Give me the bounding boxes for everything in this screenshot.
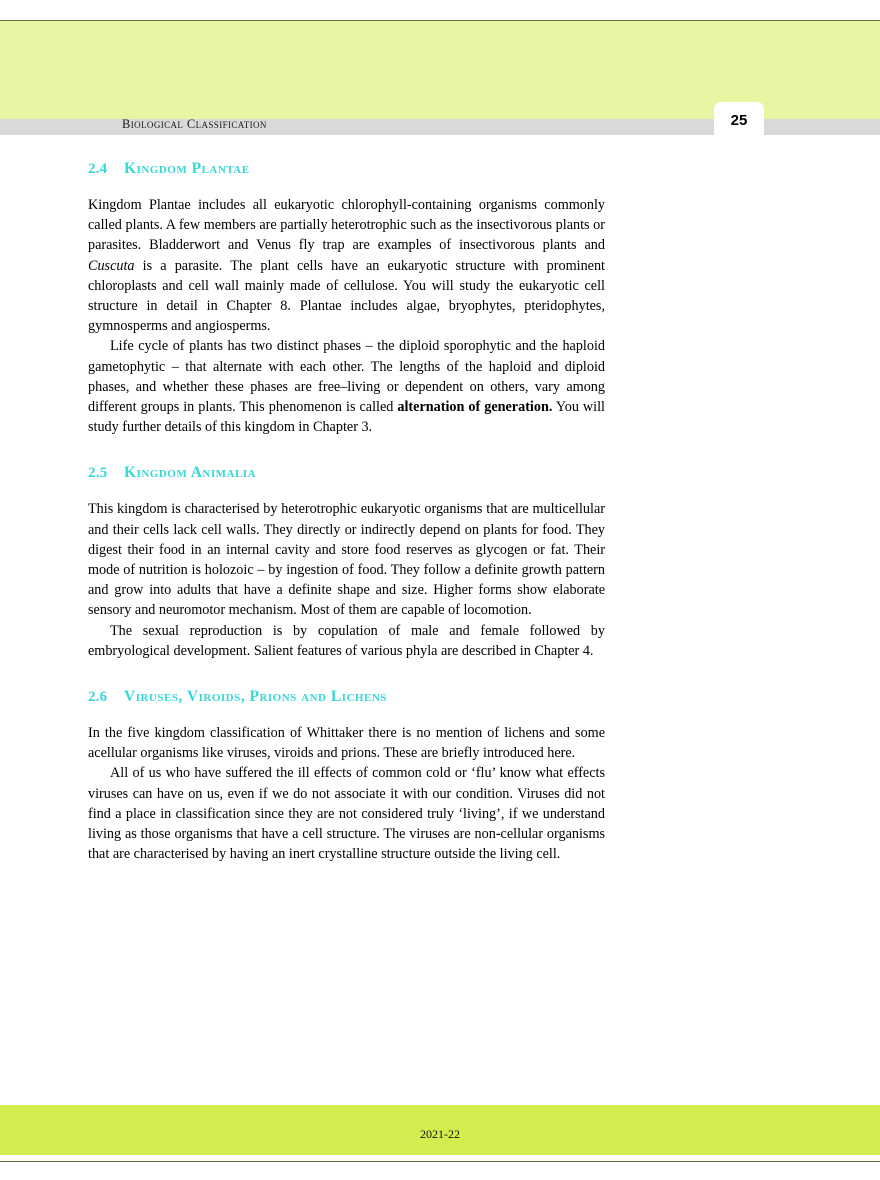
paragraph-2-6-1: In the five kingdom classification of Whittaker there is no mention of lichens and some acellular organisms like viruses, viroids and prions. These are briefly introduced here. [88, 725, 605, 762]
paragraph-2-5-2: The sexual reproduction is by copulation of male and female followed by embryological development. Salient features of various phyla are described in Chapter 4. [88, 622, 605, 659]
emphasis-cuscuta: Cuscuta [88, 257, 135, 274]
section-title: Viruses, Viroids, Prions and Lichens [124, 688, 387, 706]
emphasis-alternation-of-generation: alternation of generation. [397, 399, 553, 416]
section-heading-2-4 [88, 160, 605, 178]
paragraph-2-4-2: Life cycle of plants has two distinct phases – the diploid sporophytic and the haploid gametophytic – that alternate with each other. The lengths of the haploid and diploid phases, and whether these phases are free–living or dependent on others, vary among different groups in plants. This phenomenon is called alternation of generation. You will study further details of this kingdom in Chapter 3. [88, 338, 605, 436]
section-heading-2-5 [88, 464, 605, 482]
header-color-band-right [808, 21, 880, 119]
paragraph-2-6-2: All of us who have suffered the ill effects of common cold or ‘flu’ know what effects viruses can have on us, even if we do not associate it with our condition. Viruses did not find a place in classification since they are not considered truly ‘living’, if we understand living as those organisms that have a cell structure. The viruses are non-cellular organisms that are characterised by having an inert crystalline structure outside the living cell. [88, 765, 605, 863]
section-number: 2.5 [88, 465, 108, 482]
section-spacer [88, 661, 605, 688]
section-number: 2.4 [88, 161, 108, 177]
section-title: Kingdom Animalia [124, 464, 257, 482]
section-number: 2.6 [88, 689, 108, 706]
paragraph-2-4-1: Kingdom Plantae includes all eukaryotic chlorophyll-containing organisms commonly called plants. A few members are partially heterotrophic such as the insectivorous plants or parasites. Bladderwort and Venus fly trap are examples of insectivorous plants and Cuscuta is a parasite. The plant cells have an eukaryotic structure with prominent chloroplasts and cell wall mainly made of cellulose. You will study the eukaryotic cell structure in detail in Chapter 8. Plantae includes algae, bryophytes, pteridophytes, gymnosperms and angiosperms. [88, 197, 605, 335]
header-color-band [0, 21, 808, 119]
section-spacer [88, 437, 605, 464]
footer-year: 2021-22 [420, 1127, 460, 1141]
paragraph-2-5-1: This kingdom is characterised by heterotrophic eukaryotic organisms that are multicellular and their cells lack cell walls. They directly or indirectly depend on plants for food. They digest their food in an internal cavity and store food reserves as glycogen or fat. Their mode of nutrition is holozoic – by ingestion of food. They follow a definite growth pattern and grow into adults that have a definite shape and size. Higher forms show elaborate sensory and neuromotor mechanism. Most of them are capable of locomotion. [88, 501, 605, 619]
page-number: 25 [730, 112, 748, 129]
running-head: Biological Classification [122, 117, 267, 131]
bottom-margin [0, 1155, 880, 1180]
article-content [88, 160, 605, 864]
section-heading-2-6 [88, 688, 605, 706]
bottom-trim-rule [0, 1161, 880, 1162]
section-title: Kingdom Plantae [124, 160, 250, 177]
